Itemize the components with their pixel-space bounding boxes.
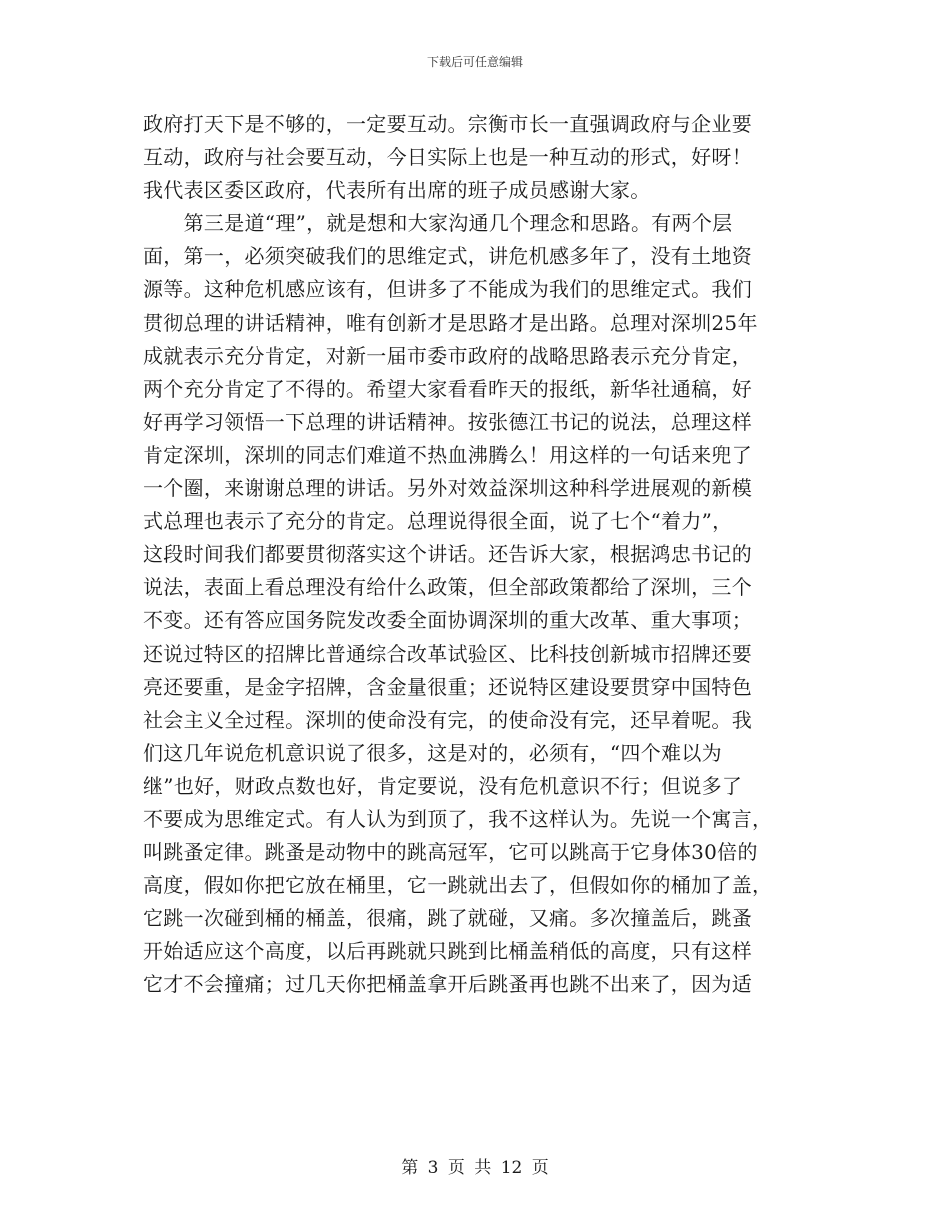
text-line: 成就表示充分肯定，对新一届市委市政府的战略思路表示充分肯定， <box>143 343 752 368</box>
text-line: 好再学习领悟一下总理的讲话精神。按张德江书记的说法，总理这样 <box>143 409 752 434</box>
text-line: 高度，假如你把它放在桶里，它一跳就出去了，但假如你的桶加了盖， <box>143 873 773 898</box>
text-line: 不变。还有答应国务院发改委全面协调深圳的重大改革、重大事项； <box>143 608 752 633</box>
text-line: 这段时间我们都要贯彻落实这个讲话。还告诉大家，根据鸿忠书记的 <box>143 542 752 567</box>
text-line: 贯彻总理的讲话精神，唯有创新才是思路才是出路。总理对深圳25年 <box>143 310 758 335</box>
text-line: 式总理也表示了充分的肯定。总理说得很全面，说了七个“着力”， <box>143 509 733 534</box>
text-line: 肯定深圳，深圳的同志们难道不热血沸腾么！用这样的一句话来兜了 <box>143 442 752 467</box>
text-line: 政府打天下是不够的，一定要互动。宗衡市长一直强调政府与企业要 <box>143 112 752 136</box>
body-text <box>143 108 811 1002</box>
text-line: 第三是道“理”，就是想和大家沟通几个理念和思路。有两个层 <box>143 211 733 236</box>
text-line: 社会主义全过程。深圳的使命没有完，的使命没有完，还早着呢。我 <box>143 707 752 732</box>
text-line: 还说过特区的招牌比普通综合改革试验区、比科技创新城市招牌还要 <box>143 641 752 666</box>
text-line: 说法，表面上看总理没有给什么政策，但全部政策都给了深圳，三个 <box>143 575 752 600</box>
text-line: 不要成为思维定式。有人认为到顶了，我不这样认为。先说一个寓言， <box>143 806 773 831</box>
text-line: 一个圈，来谢谢总理的讲话。另外对效益深圳这种科学进展观的新模 <box>143 476 752 501</box>
page-number-footer: 第 3 页 共 12 页 <box>401 1158 549 1178</box>
text-line: 们这几年说危机意识说了很多，这是对的，必须有，“四个难以为 <box>143 740 722 765</box>
text-line: 我代表区委区政府，代表所有出席的班子成员感谢大家。 <box>143 178 651 203</box>
text-line: 开始适应这个高度，以后再跳就只跳到比桶盖稍低的高度，只有这样 <box>143 939 752 964</box>
page-header: 下载后可任意编辑 <box>426 55 523 69</box>
text-line: 它才不会撞痛；过几天你把桶盖拿开后跳蚤再也跳不出来了，因为适 <box>143 972 752 997</box>
text-line: 叫跳蚤定律。跳蚤是动物中的跳高冠军，它可以跳高于它身体30倍的 <box>143 840 758 865</box>
text-line: 互动，政府与社会要互动，今日实际上也是一种互动的形式，好呀！ <box>143 145 752 170</box>
text-line: 两个充分肯定了不得的。希望大家看看昨天的报纸，新华社通稿，好 <box>143 376 752 401</box>
text-line: 源等。这种危机感应该有，但讲多了不能成为我们的思维定式。我们 <box>143 277 752 302</box>
text-line: 面，第一，必须突破我们的思维定式，讲危机感多年了，没有土地资 <box>143 244 752 269</box>
text-line: 继”也好，财政点数也好，肯定要说，没有危机意识不行；但说多了 <box>143 773 743 798</box>
text-line: 它跳一次碰到桶的桶盖，很痛，跳了就碰，又痛。多次撞盖后，跳蚤 <box>143 906 752 931</box>
text-line: 亮还要重，是金字招牌，含金量很重；还说特区建设要贯穿中国特色 <box>143 674 752 699</box>
